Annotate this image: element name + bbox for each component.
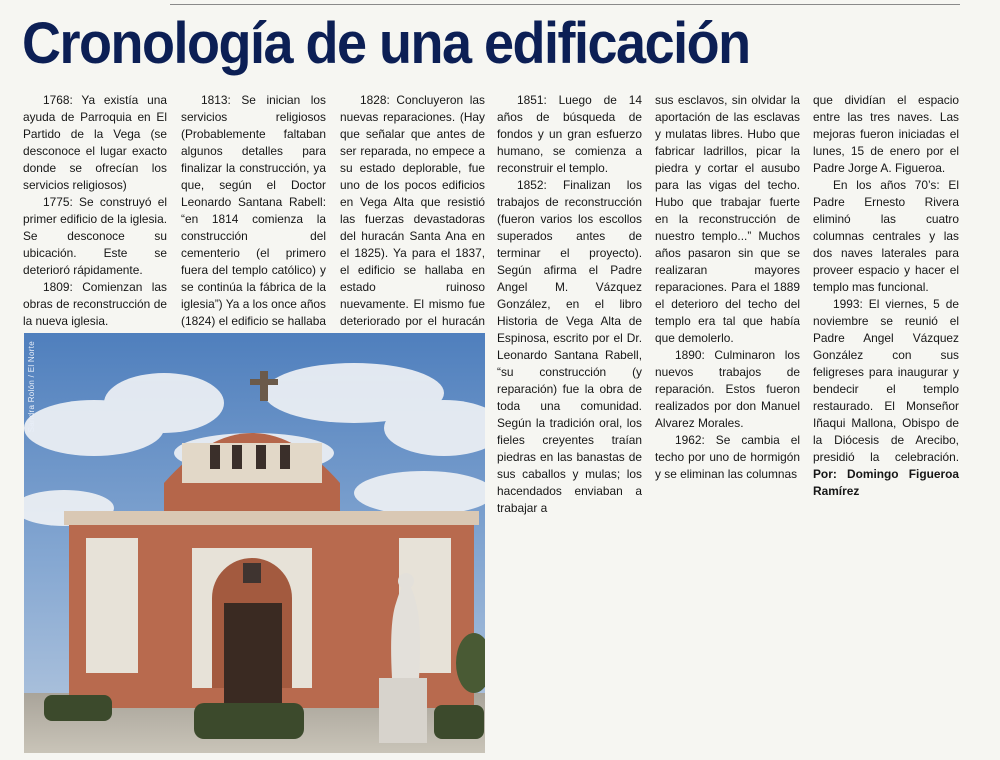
text-column-6 <box>813 92 959 500</box>
headline: Cronología de una edificación <box>22 11 750 77</box>
church-door <box>224 603 282 703</box>
byline: Por: Domingo Figueroa Ramírez <box>813 467 959 498</box>
top-rule <box>170 4 960 5</box>
paragraph-text: 1993: El viernes, 5 de noviembre se reunió el Padre Angel Vázquez González con sus feligreses para inaugurar y bendecir el templo restaurado. El Monseñor Iñaqui Mallona, Obispo de la Diócesis de Arecibo, presidió la celebración. <box>813 297 959 464</box>
text-column-2 <box>181 92 326 347</box>
text-column-3 <box>340 92 485 347</box>
paragraph: 1828: Concluyeron las nuevas reparaciones. (Hay que señalar que antes de ser reparada, no empece a su estado deplorable, fue uno de los pocos edificios en Vega Alta que resistió las fuerzas devastadoras del huracán Santa Ana en el 1825). Ya para el 1837, el edificio se hallaba en estado ruinoso nuevamente. El mismo fue deteriorado por el huracán <box>340 93 485 328</box>
church-photo <box>24 333 485 753</box>
paragraph: 1768: Ya existía una ayuda de Parroquia en El Partido de la Vega (se desconoce el lugar exacto donde se ofrecían los servicios religiosos) <box>23 93 167 192</box>
text-column-5 <box>655 92 800 483</box>
paragraph: 1775: Se construyó el primer edificio de la iglesia. Se desconoce su ubicación. Este se deterioró rápidamente. <box>23 195 167 277</box>
paragraph: 1852: Finalizan los trabajos de reconstrucción (fueron varios los escollos superados antes de terminar el proyecto). Según afirma el Padre Angel M. Vázquez González, en el libro Historia de Vega Alta de Espinosa, escrito por el Dr. Leonardo Santana Rabell, “su construcción (y reparación) fue la obra de toda una comunidad. Según la tradición oral, los fieles creyentes traían piedras en las banastas de sus caballos y mulas; los hacendados enviaban a trabajar a <box>497 178 642 515</box>
church-illustration <box>24 333 485 753</box>
paragraph: En los años 70’s: El Padre Ernesto Rivera eliminó las cuatro columnas centrales y las dos naves laterales para proveer espacio y hacer el templo mas funcional. <box>813 178 959 294</box>
paragraph: 1890: Culminaron los nuevos trabajos de reparación. Estos fueron realizados por don Manuel Alvarez Morales. <box>655 348 800 430</box>
paragraph: sus esclavos, sin olvidar la aportación de las esclavas y mulatas libres. Hubo que fabricar ladrillos, picar la piedra y cortar el ausubo para las vigas del techo. Hubo que trabajar fuerte en la reconstrucción de nuestro templo...” Muchos años pasaron sin que se realizaran mayores reparaciones. Para el 1889 el deterioro del techo del templo era tal que había que demolerlo. <box>655 93 800 345</box>
paragraph: 1813: Se inician los servicios religiosos (Probablemente faltaban algunos detalles para finalizar la construcción, ya que, según el Doctor Leonardo Santana Rabell: “en 1814 comienza la construcción del cementerio (el primero fuera del templo católico) y se continúa la fábrica de la iglesia”) Ya a los once años (1824) el edificio se hallaba <box>181 93 326 328</box>
paragraph <box>813 296 959 500</box>
paragraph: 1962: Se cambia el techo por uno de hormigón y se eliminan las columnas <box>655 433 800 481</box>
cross-icon <box>260 371 268 401</box>
paragraph: 1851: Luego de 14 años de búsqueda de fondos y un gran esfuerzo humano, se comienza a reconstruir el templo. <box>497 93 642 175</box>
paragraph: que dividían el espacio entre las tres naves. Las mejoras fueron iniciadas el lunes, 15 de enero por el Padre Jorge A. Figueroa. <box>813 93 959 175</box>
text-column-1 <box>23 92 167 330</box>
text-column-4 <box>497 92 642 517</box>
paragraph: 1809: Comienzan las obras de reconstrucción de la nueva iglesia. <box>23 280 167 328</box>
photo-credit: Sandra Rolón / El Norte <box>27 341 36 433</box>
